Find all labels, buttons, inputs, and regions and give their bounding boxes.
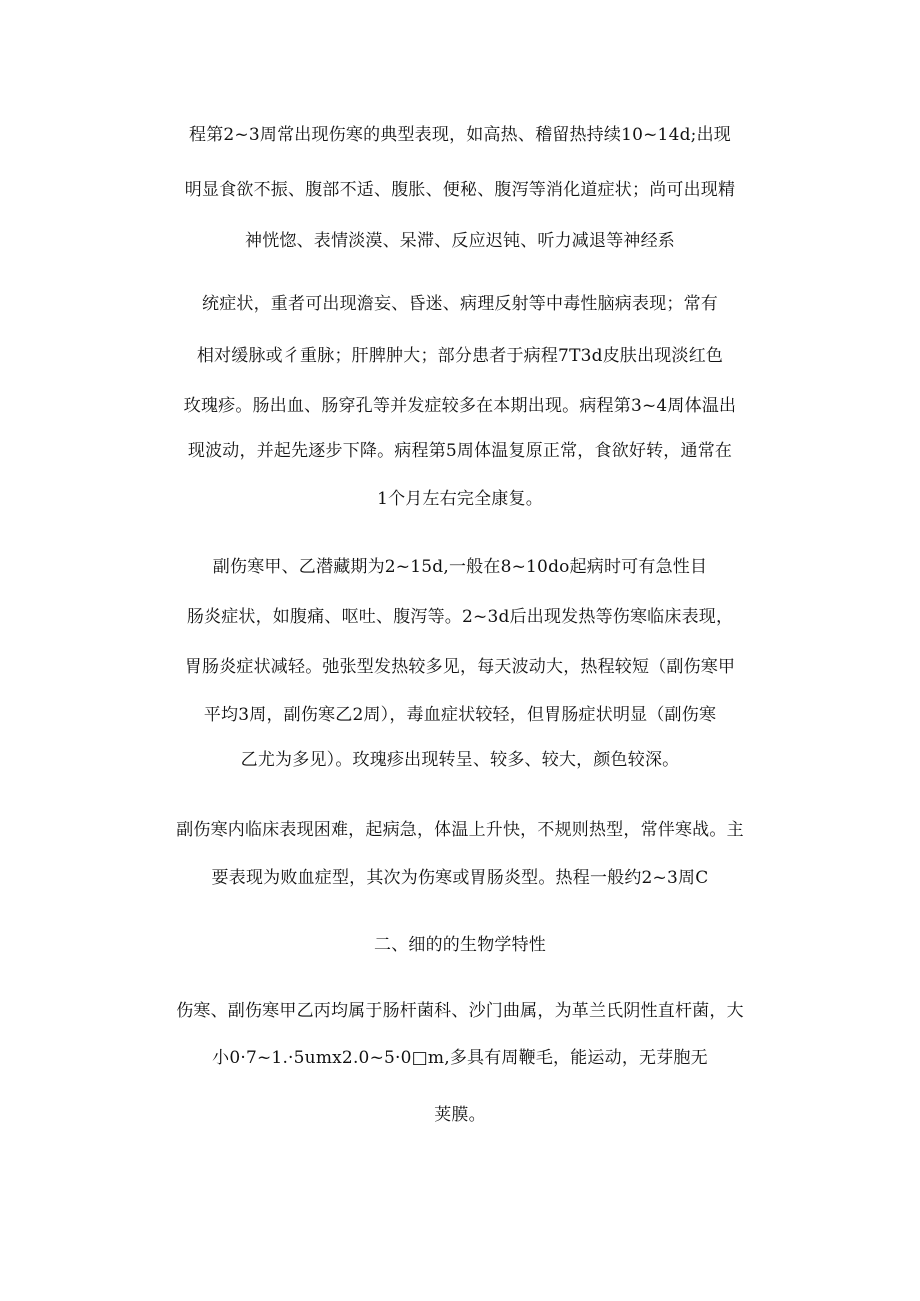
paragraph-line: 程第2~3周常出现伤寒的典型表现，如高热、稽留热持续10~14d;出现 bbox=[189, 125, 731, 145]
paragraph-line: 神恍惚、表情淡漠、呆滞、反应迟钝、听力减退等神经系 bbox=[245, 231, 675, 251]
paragraph-line: 胃肠炎症状减轻。弛张型发热较多见，每天波动大，热程较短（副伤寒甲 bbox=[184, 657, 736, 677]
paragraph-line: 统症状，重者可出现澹妄、昏迷、病理反射等中毒性脑病表现；常有 bbox=[202, 294, 718, 314]
section-heading: 二、细的的生物学特性 bbox=[374, 935, 546, 955]
paragraph-line: 1个月左右完全康复。 bbox=[377, 489, 543, 509]
paragraph-line: 相对缓脉或彳重脉；肝脾肿大；部分患者于病程7T3d皮肤出现淡红色 bbox=[196, 346, 724, 366]
paragraph-line: 副伤寒甲、乙潜藏期为2~15d,一般在8~10do起病时可有急性目 bbox=[212, 557, 708, 577]
paragraph-line: 副伤寒内临床表现困难，起病急，体温上升快，不规则热型，常伴寒战。主 bbox=[176, 820, 744, 840]
paragraph-line: 要表现为败血症型，其次为伤寒或胃肠炎型。热程一般约2~3周C bbox=[211, 868, 709, 888]
paragraph-line: 荚膜。 bbox=[434, 1105, 486, 1125]
paragraph-line: 现波动，并起先逐步下降。病程第5周体温复原正常，食欲好转，通常在 bbox=[187, 441, 733, 461]
paragraph-line: 伤寒、副伤寒甲乙丙均属于肠杆菌科、沙门曲属，为革兰氏阴性直杆菌，大 bbox=[176, 1001, 744, 1021]
paragraph-line: 小0·7~1.·5umx2.0~5·0□m,多具有周鞭毛，能运动，无芽胞无 bbox=[212, 1048, 708, 1068]
paragraph-line: 玫瑰疹。肠出血、肠穿孔等并发症较多在本期出现。病程第3~4周体温出 bbox=[183, 396, 737, 416]
paragraph-line: 明显食欲不振、腹部不适、腹胀、便秘、腹泻等消化道症状；尚可出现精 bbox=[184, 180, 736, 200]
paragraph-line: 乙尤为多见）。玫瑰疹出现转呈、较多、较大，颜色较深。 bbox=[240, 750, 680, 770]
paragraph-line: 肠炎症状，如腹痛、呕吐、腹泻等。2~3d后出现发热等伤寒临床表现， bbox=[186, 607, 734, 627]
paragraph-line: 平均3周，副伤寒乙2周），毒血症状较轻，但胃肠症状明显（副伤寒 bbox=[203, 705, 717, 725]
